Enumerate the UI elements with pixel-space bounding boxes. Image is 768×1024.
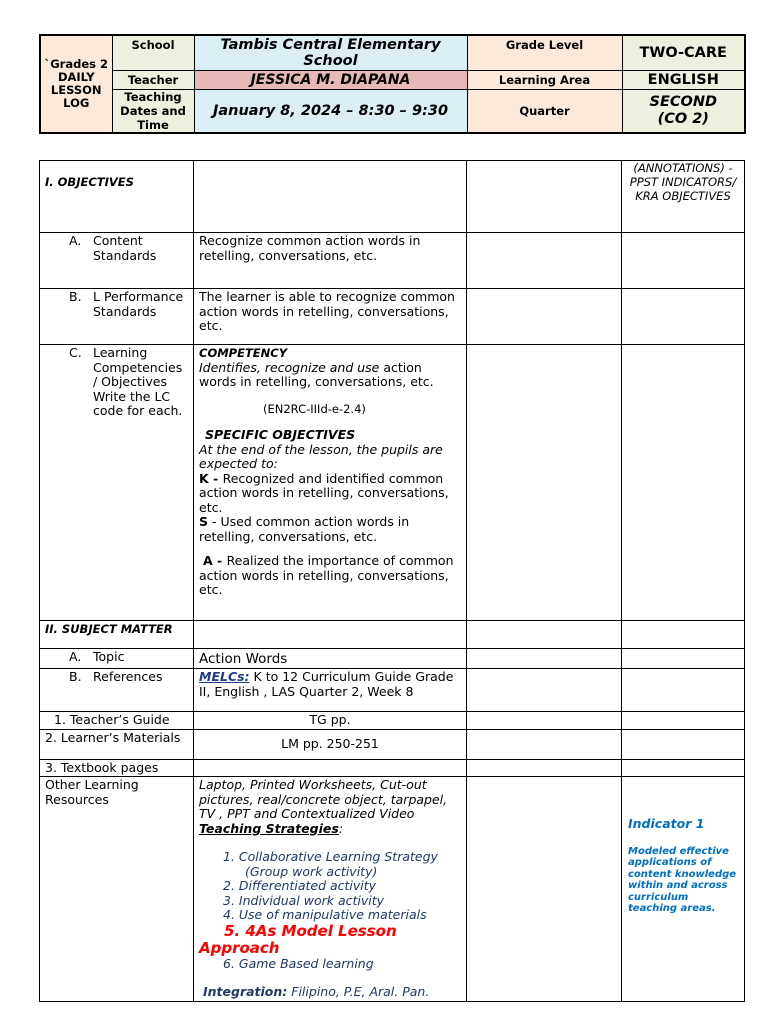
objective-k [199, 472, 461, 516]
school-label: School [112, 35, 194, 70]
grade-value: TWO-CARE [622, 35, 745, 70]
strategies-heading: Teaching Strategies [199, 820, 339, 836]
area-value: ENGLISH [622, 70, 745, 89]
strategy-2: 2. Differentiated activity [223, 878, 377, 893]
grade-label: Grade Level [467, 35, 622, 70]
references-letter: B. [69, 669, 82, 684]
quarter-value-line1: SECOND [649, 93, 717, 110]
teachers-guide-label: 1. Teacher’s Guide [40, 712, 194, 730]
quarter-value [622, 89, 745, 133]
dll-label: `Grades 2 DAILY LESSON LOG [40, 35, 112, 133]
strategy-4: 4. Use of manipulative materials [223, 907, 427, 922]
learning-competencies-label: Learning Competencies / Objectives Write the LC code for each. [93, 345, 183, 418]
integration-value: Filipino, P.E, Aral. Pan. [287, 984, 430, 999]
specific-intro: At the end of the lesson, the pupils are expected to: [199, 441, 443, 471]
textbook-label: 3. Textbook pages [40, 759, 194, 777]
performance-standards-label: L Performance Standards [93, 289, 184, 319]
learners-materials-label: 2. Learner’s Materials [40, 729, 194, 759]
topic-row [40, 649, 745, 669]
strategy-5: 5. 4As Model Lesson Approach [199, 921, 397, 957]
melcs-link[interactable]: MELCs: [199, 669, 250, 684]
annotation-heading: (ANNOTATIONS) -PPST INDICATORS/ KRA OBJECTIVES [629, 161, 737, 203]
other-resources-label: Other Learning Resources [40, 777, 194, 1002]
learners-materials-row [40, 729, 745, 759]
learning-competencies-letter: C. [69, 345, 82, 360]
indicator-description: Modeled effective applications of content knowledge within and across curriculum teaching areas. [628, 845, 737, 914]
competency-rest: action words in retelling, conversations, etc. [199, 359, 434, 389]
competency-text [199, 361, 461, 390]
indicator-title: Indicator 1 [628, 816, 705, 831]
objectives-heading: I. OBJECTIVES [45, 175, 134, 189]
performance-standards-letter: B. [69, 289, 82, 304]
quarter-value-line2: (CO 2) [657, 110, 709, 127]
teacher-label: Teacher [112, 70, 194, 89]
objective-k-label: K - [199, 470, 223, 486]
references-value [194, 669, 467, 712]
content-standards-text: Recognize common action words in retelling, conversations, etc. [194, 233, 467, 289]
specific-objectives-heading: SPECIFIC OBJECTIVES [205, 427, 356, 442]
topic-letter: A. [69, 649, 82, 664]
references-label: References [93, 669, 163, 684]
references-text: K to 12 Curriculum Guide Grade II, English , LAS Quarter 2, Week 8 [199, 669, 454, 699]
strategy-6: 6. Game Based learning [223, 955, 374, 971]
strategy-3: 3. Individual work activity [223, 892, 385, 908]
topic-value: Action Words [194, 649, 467, 669]
dates-value: January 8, 2024 – 8:30 – 9:30 [194, 89, 467, 133]
lesson-table [39, 160, 745, 1002]
teachers-guide-row [40, 712, 745, 730]
strategies-heading-line [199, 822, 461, 837]
other-resources-value: Laptop, Printed Worksheets, Cut-out pictures, real/concrete object, tarpapel, TV , PPT and Contextualized Video [199, 777, 448, 821]
school-value: Tambis Central Elementary School [194, 35, 467, 70]
objective-s-text: - Used common action words in retelling, conversations, etc. [199, 514, 410, 544]
header-table [39, 34, 746, 134]
objective-s-label: S [199, 514, 209, 529]
objective-k-text: Recognized and identified common action words in retelling, conversations, etc. [199, 470, 449, 515]
dates-label: Teaching Dates and Time [112, 89, 194, 133]
content-standards-letter: A. [69, 233, 82, 248]
area-label: Learning Area [467, 70, 622, 89]
objectives-row [40, 161, 745, 233]
performance-standards-row [40, 289, 745, 345]
strategy-1: 1. Collaborative Learning Strategy [223, 849, 438, 864]
teacher-value: JESSICA M. DIAPANA [194, 70, 467, 89]
other-resources-row [40, 777, 745, 1002]
objective-a-text: Realized the importance of common action words in retelling, conversations, etc. [199, 553, 454, 597]
subject-matter-heading: II. SUBJECT MATTER [45, 622, 173, 636]
textbook-row [40, 759, 745, 777]
objective-a-label: A - [202, 553, 227, 568]
quarter-label: Quarter [467, 89, 622, 133]
teachers-guide-value: TG pp. [194, 712, 467, 730]
lc-code: (EN2RC-IIId-e-2.4) [263, 401, 366, 416]
references-row [40, 669, 745, 712]
objective-a [199, 554, 461, 598]
competency-heading: COMPETENCY [199, 346, 288, 360]
subject-matter-row [40, 621, 745, 649]
learners-materials-value: LM pp. 250-251 [194, 729, 467, 759]
performance-standards-text: The learner is able to recognize common action words in retelling, conversations, etc. [194, 289, 467, 345]
topic-label: Topic [93, 649, 125, 664]
competency-italic: Identifies, recognize and use [199, 359, 380, 375]
content-standards-label: Content Standards [93, 233, 157, 263]
strategies-colon: : [338, 820, 344, 836]
integration-label: Integration: [203, 984, 288, 999]
integration-line [199, 985, 461, 1000]
content-standards-row [40, 233, 745, 289]
objective-s [199, 515, 461, 544]
learning-competencies-row [40, 345, 745, 621]
strategy-1b: (Group work activity) [245, 863, 378, 879]
